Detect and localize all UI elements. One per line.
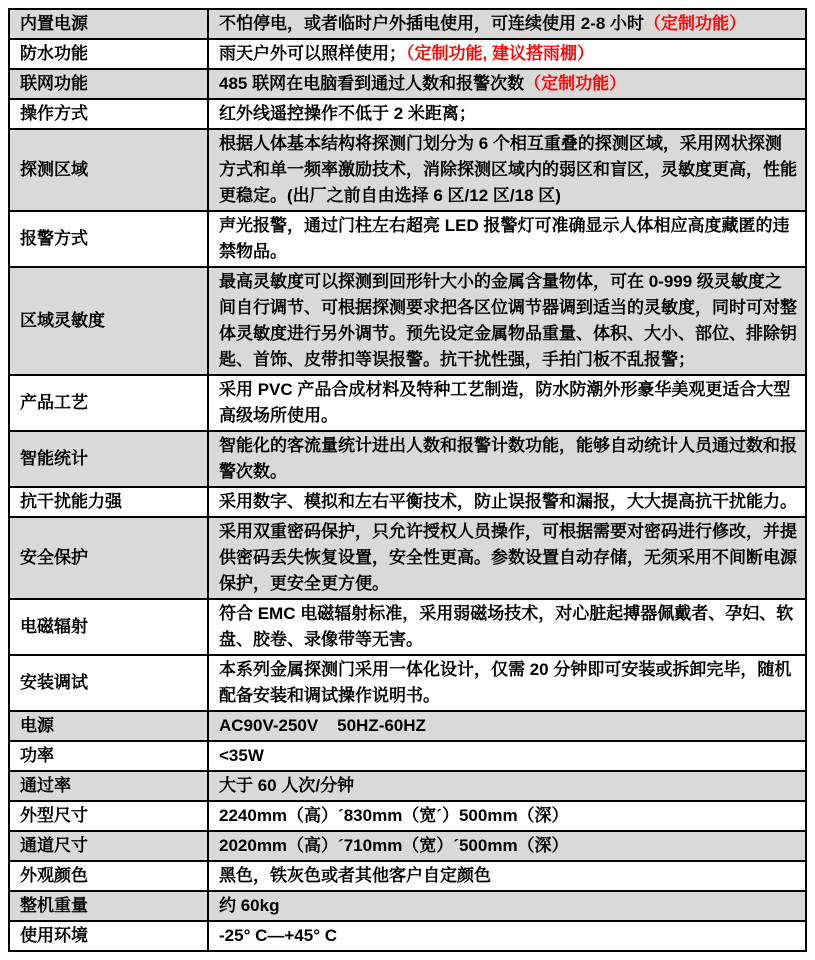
spec-label: 防水功能 (9, 39, 208, 69)
spec-label: 内置电源 (9, 9, 208, 39)
spec-value (208, 69, 806, 99)
spec-value (208, 375, 806, 431)
spec-label: 外观颜色 (9, 861, 208, 891)
spec-value (208, 891, 806, 921)
spec-value (208, 517, 806, 599)
spec-value (208, 129, 806, 211)
spec-table-body (9, 9, 806, 951)
spec-text: 采用双重密码保护，只允许授权人员操作，可根据需要对密码进行修改，并提供密码丢失恢复设置，安全性更高。参数设置自动存储，无须采用不间断电源保护，更安全更方便。 (219, 522, 797, 593)
spec-value (208, 771, 806, 801)
product-spec-table (8, 8, 807, 952)
table-row (9, 599, 806, 655)
spec-value (208, 655, 806, 711)
spec-value (208, 741, 806, 771)
table-row (9, 431, 806, 487)
spec-text: 符合 EMC 电磁辐射标准，采用弱磁场技术，对心脏起搏器佩戴者、孕妇、软盘、胶卷、录像带等无害。 (219, 604, 794, 649)
spec-value (208, 831, 806, 861)
table-row (9, 655, 806, 711)
spec-label: 抗干扰能力强 (9, 487, 208, 517)
table-row (9, 375, 806, 431)
table-row (9, 211, 806, 267)
spec-value (208, 801, 806, 831)
spec-label: 智能统计 (9, 431, 208, 487)
spec-label: 安装调试 (9, 655, 208, 711)
spec-value (208, 599, 806, 655)
table-row (9, 39, 806, 69)
spec-label: 功率 (9, 741, 208, 771)
spec-value (208, 921, 806, 951)
spec-label: 操作方式 (9, 99, 208, 129)
spec-label: 通过率 (9, 771, 208, 801)
spec-text: 雨天户外可以照样使用； (219, 44, 406, 63)
spec-value (208, 431, 806, 487)
table-row (9, 69, 806, 99)
spec-text: 485 联网在电脑看到通过人数和报警次数 (219, 74, 525, 93)
spec-label: 外型尺寸 (9, 801, 208, 831)
spec-value (208, 211, 806, 267)
table-row (9, 129, 806, 211)
spec-text: -25° C—+45° C (219, 926, 338, 945)
spec-label: 安全保护 (9, 517, 208, 599)
table-row (9, 891, 806, 921)
spec-label: 整机重量 (9, 891, 208, 921)
spec-value (208, 99, 806, 129)
spec-text: 本系列金属探测门采用一体化设计，仅需 20 分钟即可安装或拆卸完毕，随机配备安装和调试操作说明书。 (219, 660, 792, 705)
spec-value (208, 9, 806, 39)
spec-label: 联网功能 (9, 69, 208, 99)
table-row (9, 517, 806, 599)
spec-text: 红外线遥控操作不低于 2 米距离； (219, 104, 476, 123)
spec-text: 不怕停电，或者临时户外插电使用，可连续使用 2-8 小时 (219, 14, 645, 33)
spec-label: 区域灵敏度 (9, 267, 208, 375)
table-row (9, 9, 806, 39)
table-row (9, 921, 806, 951)
custom-feature-highlight: （定制功能, 建议搭雨棚） (406, 44, 594, 63)
spec-text: 声光报警，通过门柱左右超亮 LED 报警灯可准确显示人体相应高度藏匿的违禁物品。 (219, 216, 790, 261)
spec-text: <35W (219, 746, 264, 765)
table-row (9, 801, 806, 831)
spec-text: 大于 60 人次/分钟 (219, 776, 355, 795)
spec-text: 约 60kg (219, 896, 280, 915)
spec-label: 探测区域 (9, 129, 208, 211)
spec-value (208, 711, 806, 741)
table-row (9, 771, 806, 801)
spec-label: 报警方式 (9, 211, 208, 267)
spec-label: 使用环境 (9, 921, 208, 951)
spec-value (208, 39, 806, 69)
table-row (9, 831, 806, 861)
spec-text: 黑色，铁灰色或者其他客户自定颜色 (219, 866, 491, 885)
custom-feature-highlight: （定制功能） (644, 14, 747, 33)
spec-value (208, 487, 806, 517)
table-row (9, 267, 806, 375)
spec-label: 产品工艺 (9, 375, 208, 431)
table-row (9, 99, 806, 129)
spec-text: 最高灵敏度可以探测到回形针大小的金属含量物体，可在 0-999 级灵敏度之间自行调节、可根据探测要求把各区位调节器调到适当的灵敏度，同时可对整体灵敏度进行另外调节。预先设定金属物品重量、体积、大小、部位、排除钥匙、首饰、皮带扣等误报警。抗干扰性强，手拍门板不乱报警； (219, 272, 797, 369)
spec-label: 电磁辐射 (9, 599, 208, 655)
spec-text: 采用 PVC 产品合成材料及特种工艺制造，防水防潮外形豪华美观更适合大型高级场所使用。 (219, 380, 791, 425)
spec-text: 根据人体基本结构将探测门划分为 6 个相互重叠的探测区域，采用网状探测方式和单一频率激励技术，消除探测区域内的弱区和盲区，灵敏度更高，性能更稳定。(出厂之前自由选择 6 区/12 区/18 区) (219, 134, 797, 205)
spec-text: 2020mm（高）´710mm（宽）´500mm（深） (219, 836, 569, 855)
spec-value (208, 861, 806, 891)
spec-text: 2240mm（高）´830mm（宽´）500mm（深） (219, 806, 569, 825)
spec-value (208, 267, 806, 375)
spec-label: 通道尺寸 (9, 831, 208, 861)
table-row (9, 487, 806, 517)
custom-feature-highlight: （定制功能） (524, 74, 627, 93)
spec-text: 智能化的客流量统计进出人数和报警计数功能，能够自动统计人员通过数和报警次数。 (219, 436, 797, 481)
table-row (9, 861, 806, 891)
table-row (9, 711, 806, 741)
spec-label: 电源 (9, 711, 208, 741)
spec-text: AC90V-250V 50HZ-60HZ (219, 716, 426, 735)
spec-text: 采用数字、模拟和左右平衡技术，防止误报警和漏报，大大提高抗干扰能力。 (219, 492, 797, 511)
table-row (9, 741, 806, 771)
